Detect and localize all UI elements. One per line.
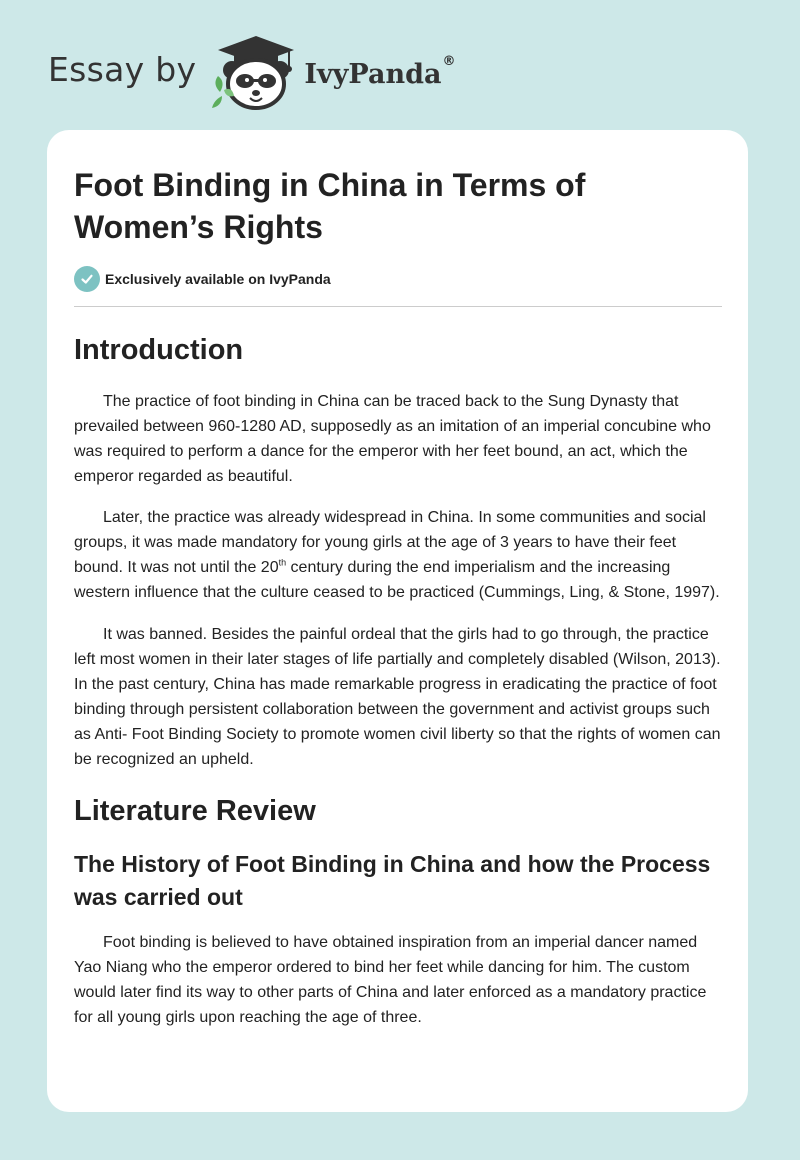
brand-prefix: Essay by xyxy=(48,49,197,89)
brand-name: IvyPanda xyxy=(304,58,442,90)
literature-review-heading: Literature Review xyxy=(74,795,316,827)
intro-paragraph-3: It was banned. Besides the painful ordeal that the girls had to go through, the practice left most women in their later stages of life partially and completely disabled (Wilson, 2013). In the past century, China has made remarkable progress in eradicating the practice of foot binding through persistent collaboration between the government and activist groups such as Anti- Foot Binding Society to promote women civil liberty so that the rights of women can be recognized an upheld. xyxy=(74,626,721,768)
exclusive-badge xyxy=(74,266,722,292)
introduction-heading: Introduction xyxy=(74,334,244,366)
intro-paragraph-2-part-2: century during the end imperialism and the increasing western influence that the culture ceased to be practiced (Cummings, Ling, & Stone, 1997). xyxy=(74,559,720,601)
intro-paragraph-2-part-1: Later, the practice was already widespread in China. In some communities and social groups, it was made mandatory for young girls at the age of 3 years to have their feet bound. It was not until the 20 xyxy=(74,509,706,576)
ordinal-suffix: th xyxy=(278,557,287,568)
registered-mark: ® xyxy=(442,54,456,69)
essay-title: Foot Binding in China in Terms of Women’s Rights xyxy=(74,167,586,245)
brand-header[interactable] xyxy=(48,32,455,112)
panda-graduation-cap-icon xyxy=(210,34,302,110)
essay-card xyxy=(47,130,748,1112)
divider xyxy=(74,306,722,307)
history-paragraph-1: Foot binding is believed to have obtained inspiration from an imperial dancer named Yao Niang who the emperor ordered to bind her feet while dancing for him. The custom would later find its way to other parts of China and later enforced as a mandatory practice for all young girls upon reaching the age of three. xyxy=(74,934,707,1026)
intro-paragraph-1: The practice of foot binding in China can be traced back to the Sung Dynasty that prevailed between 960-1280 AD, supposedly as an imitation of an imperial concubine who was required to perform a dance for the emperor with her feet bound, an act, which the emperor regarded as beautiful. xyxy=(74,393,711,485)
intro-paragraph-2 xyxy=(74,505,722,605)
history-subheading: The History of Foot Binding in China and how the Process was carried out xyxy=(74,851,711,910)
check-icon xyxy=(74,266,100,292)
exclusive-text: Exclusively available on IvyPanda xyxy=(105,271,331,287)
